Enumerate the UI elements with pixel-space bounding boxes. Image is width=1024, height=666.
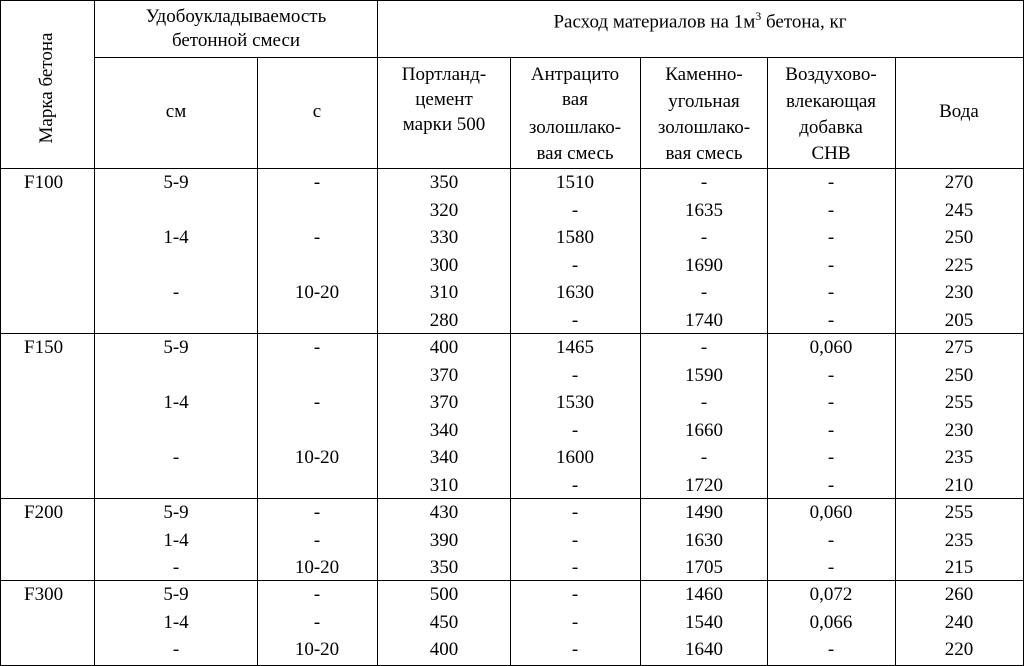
cell-coal: 1490 <box>685 502 723 523</box>
cell-coal: - <box>700 337 708 358</box>
cell-water: 235 <box>944 529 974 551</box>
cell-s: - <box>313 392 321 413</box>
anthracite-header-2: вая <box>562 89 588 110</box>
cell-anth: - <box>571 502 579 523</box>
rule-group-f150 <box>0 333 1024 334</box>
cell-air: - <box>827 254 835 276</box>
cell-s: - <box>313 337 321 358</box>
cell-s: - <box>313 611 321 633</box>
cell-air: - <box>827 172 835 193</box>
cell-coal: 1690 <box>685 254 723 276</box>
cell-anth: - <box>571 611 579 633</box>
cell-coal: 1635 <box>685 199 723 221</box>
cell-s: - <box>313 502 321 523</box>
workability-header-line2: бетонной смеси <box>171 30 301 51</box>
cell-s: 10-20 <box>294 282 340 303</box>
grade-cell: F150 <box>24 337 64 358</box>
cell-water: 245 <box>944 199 974 221</box>
cell-anth: - <box>571 419 579 441</box>
cell-air: - <box>827 227 835 248</box>
cell-air: 0,060 <box>809 337 853 358</box>
cell-coal: 1630 <box>685 529 723 551</box>
cell-s: - <box>313 227 321 248</box>
cell-water: 255 <box>944 502 974 523</box>
cell-anth: 1600 <box>556 447 594 468</box>
cell-cm: - <box>172 557 180 578</box>
cell-cm: 1-4 <box>163 227 189 248</box>
cell-anth: 1510 <box>556 172 594 193</box>
grade-cell: F100 <box>24 172 64 193</box>
cell-cm: - <box>172 282 180 303</box>
cell-water: 230 <box>944 419 974 441</box>
air-header-1: Воздухово- <box>785 64 877 85</box>
cell-s: 10-20 <box>294 557 340 578</box>
cell-water: 215 <box>944 557 974 578</box>
cell-coal: 1740 <box>685 309 723 331</box>
cell-s: 10-20 <box>294 447 340 468</box>
cell-coal: 1720 <box>685 474 723 496</box>
cell-cement: 310 <box>429 474 459 496</box>
cell-water: 275 <box>944 337 974 358</box>
grade-cell: F200 <box>24 502 64 523</box>
cell-air: - <box>827 529 835 551</box>
cell-water: 210 <box>944 474 974 496</box>
cell-cement: 350 <box>429 557 459 578</box>
cell-cement: 500 <box>429 584 459 605</box>
cell-coal: - <box>700 447 708 468</box>
rule-group-f200 <box>0 498 1024 499</box>
cell-water: 255 <box>944 392 974 413</box>
consumption-suffix: бетона, кг <box>761 11 847 33</box>
cell-coal: 1590 <box>685 364 723 386</box>
cell-anth: - <box>571 557 579 578</box>
cell-coal: 1540 <box>685 611 723 633</box>
cell-air: - <box>827 392 835 413</box>
cell-coal: 1460 <box>685 584 723 605</box>
anthracite-header-4: вая смесь <box>536 143 614 164</box>
cell-cement: 370 <box>429 392 459 413</box>
air-header-4: СНВ <box>811 143 851 164</box>
cell-water: 220 <box>944 639 974 660</box>
cell-air: 0,060 <box>809 502 853 523</box>
cell-coal: - <box>700 392 708 413</box>
unit-cm-header: см <box>165 101 187 122</box>
cell-cement: 450 <box>429 611 459 633</box>
rule-col-coal <box>640 57 641 666</box>
cell-anth: - <box>571 529 579 551</box>
cell-cm: 5-9 <box>163 337 189 358</box>
cell-anth: - <box>571 364 579 386</box>
cell-coal: - <box>700 172 708 193</box>
cell-water: 230 <box>944 282 974 303</box>
cell-anth: 1580 <box>556 227 594 248</box>
consumption-sup: 3 <box>755 9 762 23</box>
cell-coal: - <box>700 282 708 303</box>
cell-water: 270 <box>944 172 974 193</box>
cell-cm: 5-9 <box>163 172 189 193</box>
cell-cm: 5-9 <box>163 502 189 523</box>
consumption-prefix: Расход материалов на 1м <box>553 11 756 33</box>
cell-water: 250 <box>944 364 974 386</box>
cell-cement: 400 <box>429 337 459 358</box>
cell-air: - <box>827 309 835 331</box>
coal-header-4: вая смесь <box>665 143 743 164</box>
cell-water: 240 <box>944 611 974 633</box>
cell-cement: 300 <box>429 254 459 276</box>
cell-anth: - <box>571 199 579 221</box>
cell-anth: 1630 <box>556 282 594 303</box>
grade-header: Марка бетона <box>36 32 57 144</box>
consumption-header <box>553 6 846 32</box>
rule-col-cement <box>377 0 378 666</box>
rule-col-s <box>257 57 258 666</box>
coal-header-1: Каменно- <box>665 64 743 85</box>
cell-cement: 280 <box>429 309 459 331</box>
workability-header-line1: Удобоукладываемость <box>145 6 327 27</box>
cell-s: 10-20 <box>294 639 340 660</box>
cell-coal: 1640 <box>685 639 723 660</box>
cell-cement: 320 <box>429 199 459 221</box>
cell-cm: - <box>172 639 180 660</box>
cell-anth: - <box>571 584 579 605</box>
rule-col-water <box>895 57 896 666</box>
cell-air: - <box>827 364 835 386</box>
rule-col-cm <box>94 0 95 666</box>
anthracite-header-3: золошлако- <box>528 117 622 138</box>
air-header-2: влекающая <box>785 91 877 112</box>
cell-s: - <box>313 584 321 605</box>
cell-anth: 1530 <box>556 392 594 413</box>
rule-left <box>0 0 1 666</box>
air-header-3: добавка <box>799 117 863 138</box>
water-header: Вода <box>939 101 979 122</box>
cell-air: - <box>827 474 835 496</box>
cell-anth: 1465 <box>556 337 594 358</box>
unit-s-header: с <box>312 101 322 122</box>
cell-air: 0,072 <box>809 584 853 605</box>
cell-cm: 1-4 <box>163 529 189 551</box>
cell-s: - <box>313 529 321 551</box>
cell-cement: 370 <box>429 364 459 386</box>
cell-water: 260 <box>944 584 974 605</box>
rule-col-air <box>767 57 768 666</box>
cell-cement: 340 <box>429 419 459 441</box>
rule-header-mid <box>94 57 1024 58</box>
cell-cement: 390 <box>429 529 459 551</box>
cell-air: - <box>827 199 835 221</box>
rule-header-bottom <box>0 168 1024 169</box>
cell-cement: 430 <box>429 502 459 523</box>
cell-s: - <box>313 172 321 193</box>
cell-air: - <box>827 447 835 468</box>
cell-anth: - <box>571 639 579 660</box>
rule-top <box>0 0 1024 1</box>
cell-water: 225 <box>944 254 974 276</box>
grade-cell: F300 <box>24 584 64 605</box>
cell-cement: 400 <box>429 639 459 660</box>
cell-cm: 5-9 <box>163 584 189 605</box>
cell-air: - <box>827 419 835 441</box>
cell-water: 235 <box>944 447 974 468</box>
cell-cement: 330 <box>429 227 459 248</box>
rule-col-anth <box>510 57 511 666</box>
cell-anth: - <box>571 254 579 276</box>
anthracite-header-1: Антрацито <box>530 64 620 85</box>
rule-group-f300 <box>0 580 1024 581</box>
cell-anth: - <box>571 474 579 496</box>
cement-header-1: Портланд- <box>401 64 487 85</box>
cell-coal: 1660 <box>685 419 723 441</box>
cell-anth: - <box>571 309 579 331</box>
cell-air: 0,066 <box>809 611 853 633</box>
cell-cm: 1-4 <box>163 611 189 633</box>
cell-cement: 310 <box>429 282 459 303</box>
coal-header-3: золошлако- <box>657 117 751 138</box>
coal-header-2: угольная <box>668 91 740 112</box>
cell-air: - <box>827 639 835 660</box>
cell-air: - <box>827 282 835 303</box>
cell-cement: 340 <box>429 447 459 468</box>
cement-header-3: марки 500 <box>402 114 486 135</box>
cell-water: 205 <box>944 309 974 331</box>
cell-cm: 1-4 <box>163 392 189 413</box>
cement-header-2: цемент <box>415 89 473 110</box>
cell-cement: 350 <box>429 172 459 193</box>
cell-coal: 1705 <box>685 557 723 578</box>
cell-air: - <box>827 557 835 578</box>
cell-cm: - <box>172 447 180 468</box>
cell-water: 250 <box>944 227 974 248</box>
cell-coal: - <box>700 227 708 248</box>
